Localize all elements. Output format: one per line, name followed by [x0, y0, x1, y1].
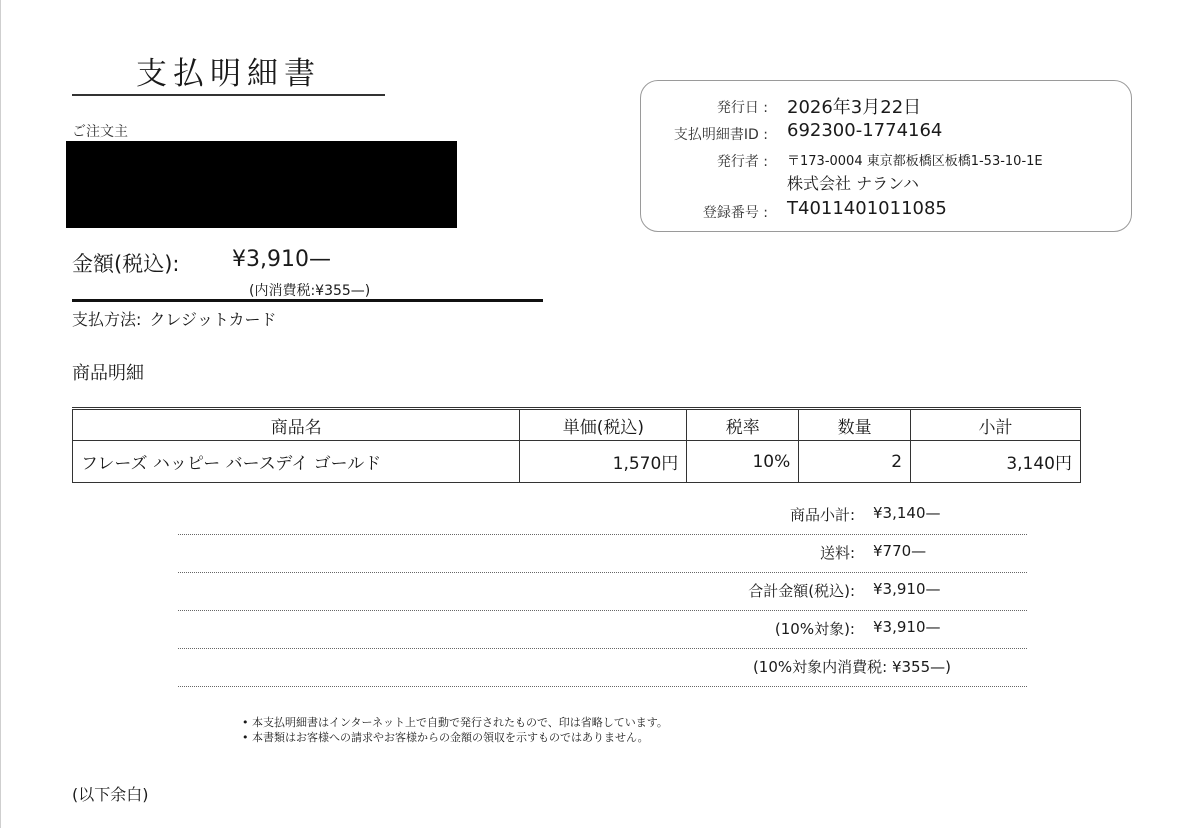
goods-subtotal-label: 商品小計:	[789, 506, 855, 524]
statement-id-value: 692300-1774164	[787, 120, 943, 141]
amount-underline	[72, 299, 543, 302]
table-row	[73, 441, 1081, 483]
goods-subtotal-row	[178, 497, 1027, 535]
taxable-row	[178, 611, 1027, 649]
issuer-address: 〒173-0004 東京都板橋区板橋1-53-10-1E	[787, 154, 1043, 169]
header-item-name: 商品名	[73, 409, 520, 441]
payment-method	[72, 307, 277, 330]
payment-label: 支払方法:	[72, 310, 142, 329]
shipping-value: ¥770—	[873, 542, 927, 560]
payment-value: クレジットカード	[149, 310, 277, 329]
total-value: ¥3,910—	[873, 580, 941, 598]
issue-date-label: 発行日 :	[716, 100, 768, 116]
amount-tax-included: (内消費税:¥355—)	[249, 283, 371, 299]
note-item: • 本支払明細書はインターネット上で自動で発行されたもので、印は省略しています。	[242, 715, 668, 730]
end-marker: (以下余白)	[72, 785, 149, 804]
taxable-label: (10%対象):	[774, 620, 855, 638]
registration-label: 登録番号 :	[702, 205, 768, 221]
summary-block	[178, 497, 1027, 687]
item-name: フレーズ ハッピー バースデイ ゴールド	[73, 441, 520, 483]
amount-label: 金額(税込):	[72, 252, 180, 276]
total-row	[178, 573, 1027, 611]
document-title: 支払明細書	[136, 56, 321, 92]
item-quantity: 2	[799, 441, 911, 483]
item-subtotal: 3,140円	[911, 441, 1081, 483]
header-subtotal: 小計	[911, 409, 1081, 441]
table-header-row	[73, 409, 1081, 441]
items-table	[72, 407, 1081, 483]
header-tax-rate: 税率	[687, 409, 799, 441]
orderer-name-redacted	[66, 141, 457, 228]
item-unit-price: 1,570円	[520, 441, 687, 483]
registration-number: T4011401011085	[787, 198, 947, 219]
header-quantity: 数量	[799, 409, 911, 441]
issuer-company: 株式会社 ナランハ	[787, 174, 919, 193]
amount-value: ¥3,910—	[232, 247, 331, 272]
tax-note: (10%対象内消費税: ¥355—)	[752, 658, 951, 676]
header-unit-price: 単価(税込)	[520, 409, 687, 441]
statement-id-label: 支払明細書ID :	[673, 127, 768, 143]
note-item: • 本書類はお客様への請求やお客様からの金額の領収を示すものではありません。	[242, 730, 668, 745]
notes-list	[242, 715, 668, 745]
taxable-value: ¥3,910—	[873, 618, 941, 636]
items-section-title: 商品明細	[72, 363, 144, 384]
issue-date-value: 2026年3月22日	[787, 97, 922, 118]
page-edge	[0, 0, 1, 828]
goods-subtotal-value: ¥3,140—	[873, 504, 941, 522]
shipping-label: 送料:	[819, 544, 855, 562]
shipping-row	[178, 535, 1027, 573]
title-underline	[72, 94, 385, 96]
orderer-label: ご注文主	[72, 124, 128, 140]
tax-note-row	[178, 649, 1027, 687]
issuer-label: 発行者 :	[716, 154, 768, 170]
total-label: 合計金額(税込):	[748, 582, 855, 600]
issuer-info-box	[640, 80, 1132, 232]
item-tax-rate: 10%	[687, 441, 799, 483]
